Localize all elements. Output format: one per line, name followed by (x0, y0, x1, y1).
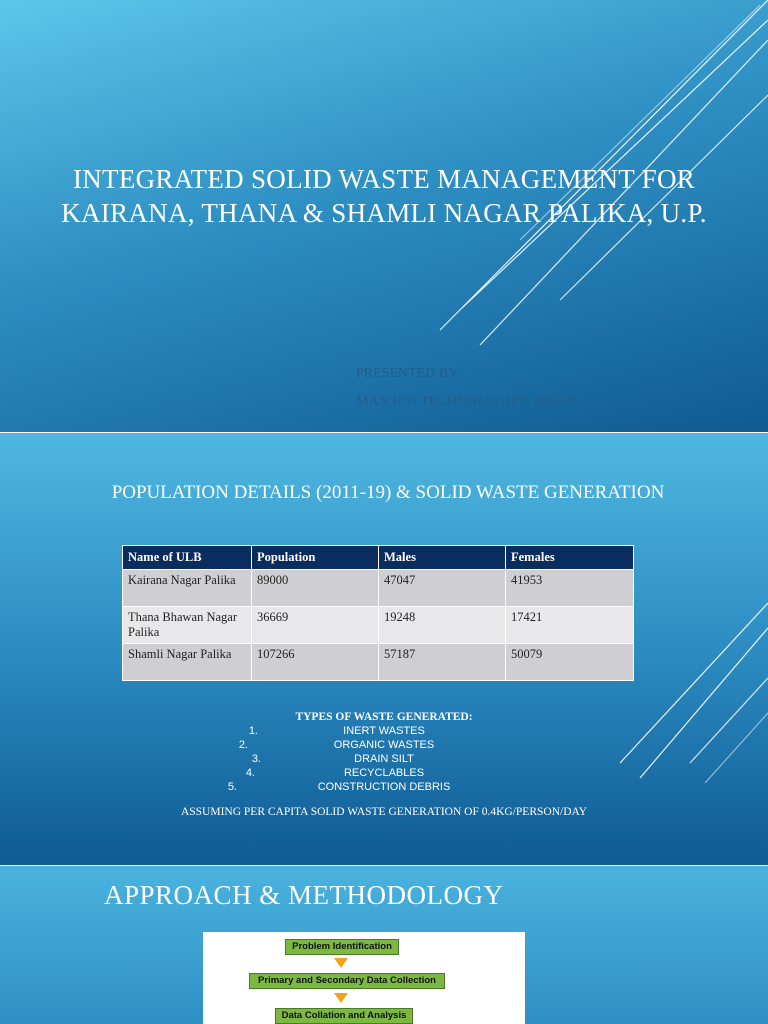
header-males: Males (379, 546, 506, 570)
header-females: Females (506, 546, 634, 570)
list-item-number: 3. (251, 753, 261, 765)
flow-step-data-analysis: Data Collation and Analysis (275, 1008, 413, 1024)
cell-females: 41953 (506, 570, 634, 607)
cell-females: 50079 (506, 644, 634, 681)
presentation-title (0, 162, 768, 230)
cell-name: Shamli Nagar Palika (123, 644, 252, 681)
cell-population: 89000 (252, 570, 379, 607)
assumption-text: ASSUMING PER CAPITA SOLID WASTE GENERATION OF 0.4KG/PERSON/DAY (180, 806, 588, 818)
list-item (100, 766, 668, 780)
list-item-number: 5. (227, 781, 237, 793)
list-item (100, 738, 668, 752)
header-population: Population (252, 546, 379, 570)
population-slide-title: POPULATION DETAILS (2011-19) & SOLID WASTE GENERATION (111, 482, 665, 503)
list-item-number: 4. (245, 767, 255, 779)
cell-name: Thana Bhawan Nagar Palika (123, 607, 252, 644)
presenter-company: MAX ION TECHNOLOGIES, DELHI (356, 394, 576, 409)
list-item (100, 780, 668, 794)
waste-types-list (100, 710, 668, 794)
presenter-block (356, 360, 576, 416)
waste-types-heading: TYPES OF WASTE GENERATED: (295, 711, 473, 723)
approach-slide-title: APPROACH & METHODOLOGY (104, 880, 504, 910)
title-line-2: KAIRANA, THANA & SHAMLI NAGAR PALIKA, U.P. (61, 198, 707, 228)
cell-name: Kairana Nagar Palika (123, 570, 252, 607)
list-item-label: RECYCLABLES (343, 767, 425, 779)
list-item-label: CONSTRUCTION DEBRIS (317, 781, 451, 793)
down-arrow-icon (334, 958, 348, 968)
list-item-label: DRAIN SILT (354, 753, 414, 765)
flow-step-data-collection: Primary and Secondary Data Collection (249, 973, 445, 989)
cell-males: 57187 (379, 644, 506, 681)
cell-males: 47047 (379, 570, 506, 607)
title-slide (0, 0, 768, 433)
title-line-1: INTEGRATED SOLID WASTE MANAGEMENT FOR (72, 164, 696, 194)
table-header-row (123, 546, 634, 570)
cell-males: 19248 (379, 607, 506, 644)
flow-step-problem-identification: Problem Identification (285, 939, 399, 955)
list-item-number: 2. (238, 739, 248, 751)
cell-population: 36669 (252, 607, 379, 644)
down-arrow-icon (334, 993, 348, 1003)
presented-by-label: PRESENTED BY: (356, 366, 461, 381)
list-item-number: 1. (248, 725, 258, 737)
list-item (100, 724, 668, 738)
list-item-label: ORGANIC WASTES (333, 739, 435, 751)
cell-females: 17421 (506, 607, 634, 644)
cell-population: 107266 (252, 644, 379, 681)
list-item-label: INERT WASTES (343, 725, 425, 737)
table-row (123, 644, 634, 681)
methodology-flowchart (203, 932, 525, 1024)
population-table (122, 545, 634, 681)
list-item (100, 752, 668, 766)
header-name: Name of ULB (123, 546, 252, 570)
table-row (123, 607, 634, 644)
table-row (123, 570, 634, 607)
